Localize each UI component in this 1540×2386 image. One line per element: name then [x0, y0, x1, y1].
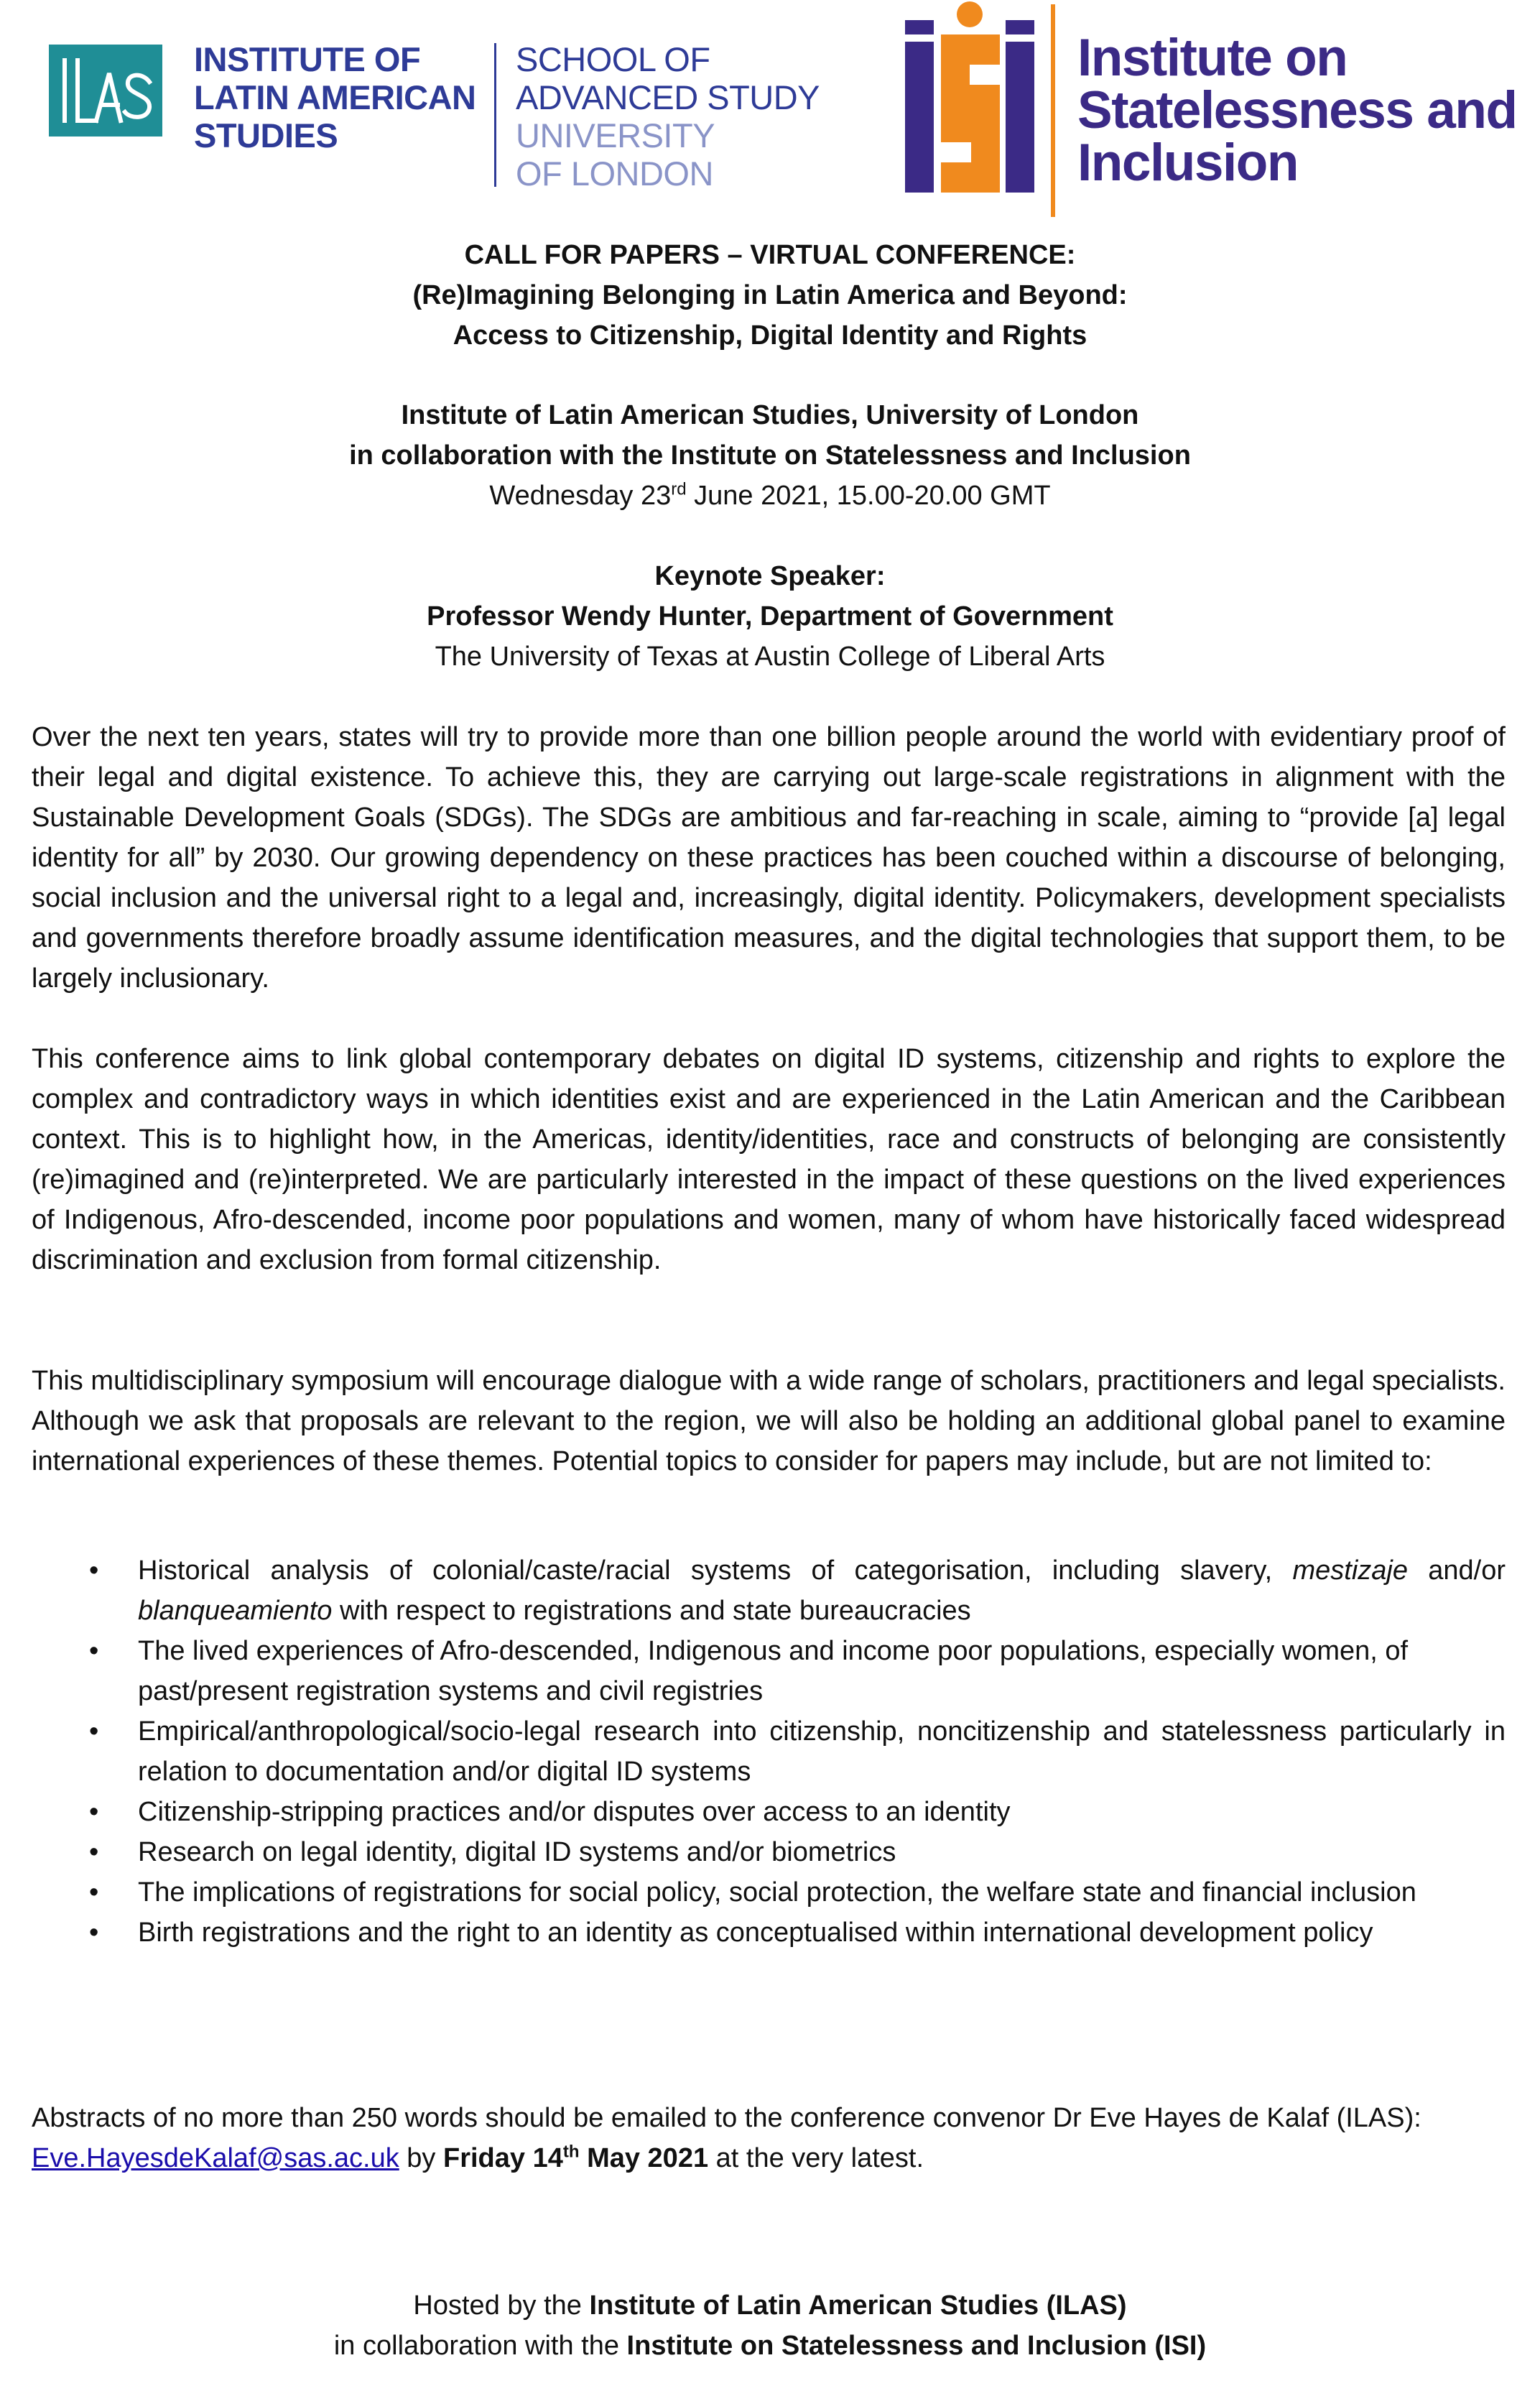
bullet: • [89, 1716, 99, 1747]
sas-logo-wordmark [516, 40, 820, 193]
host-line: in collaboration with the Institute on Statelessness and Inclusion [349, 440, 1191, 471]
keynote-label: Keynote Speaker: [654, 561, 886, 591]
host-block [0, 395, 1540, 516]
aims-paragraph: This conference aims to link global contemporary debates on digital ID systems, citizenship and rights to explore the complex and contradictory ways in which identities exist and are experienced in the Latin American and the Caribbean context. This is to highlight how, in the Americas, identity/identities, race and constructs of belonging are consistently (re)imagined and (re)interpreted. We are particularly interested in the impact of these questions on the lived experiences of Indigenous, Afro-descended, income poor populations and women, many of whom have historically faced widespread discrimination and exclusion from formal citizenship. [32, 1044, 1506, 1275]
bullet: • [89, 1837, 99, 1867]
ilas-logo-mark [49, 45, 162, 137]
sas-name-line: UNIVERSITY [516, 116, 715, 154]
convenor-email-link[interactable]: Eve.HayesdeKalaf@sas.ac.uk [32, 2143, 399, 2173]
keynote-block [0, 556, 1540, 677]
footer [0, 2285, 1540, 2366]
logo-divider [1051, 4, 1055, 217]
bullet: • [89, 1918, 99, 1948]
sas-name-line: OF LONDON [516, 154, 713, 193]
list-item: • Birth registrations and the right to an identity as conceptualised within international development policy [32, 1913, 1506, 1953]
conference-date: Wednesday 23rd June 2021, 15.00-20.00 GMT [489, 479, 1051, 511]
list-item: • Empirical/anthropological/socio-legal research into citizenship, noncitizenship and statelessness particularly in relation to documentation and/or digital ID systems [32, 1711, 1506, 1792]
intro-paragraph: Over the next ten years, states will try to provide more than one billion people around the world with evidentiary proof of their legal and digital existence. To achieve this, they are carrying out large-scale registrations in alignment with the Sustainable Development Goals (SDGs). The SDGs are ambitious and far-reaching in scale, aiming to “provide [a] legal identity for all” by 2030. Our growing dependency on these practices has been couched within a discourse of belonging, social inclusion and the universal right to a legal and, increasingly, digital identity. Policymakers, development specialists and governments therefore broadly assume identification measures, and the digital technologies that support them, to be largely inclusionary. [32, 722, 1506, 994]
host-line: Institute of Latin American Studies, University of London [401, 400, 1139, 430]
bullet: • [89, 1877, 99, 1908]
submission-paragraph: Abstracts of no more than 250 words should be emailed to the conference convenor Dr Eve Hayes de Kalaf (ILAS): Eve.HayesdeKalaf@sas.ac.uk by Friday 14th May 2021 at the very latest. [32, 2103, 1421, 2173]
bullet: • [89, 1636, 99, 1666]
ilas-name-line: STUDIES [194, 116, 338, 154]
submission-deadline: Friday 14th May 2021 [442, 2142, 709, 2173]
list-item: • Historical analysis of colonial/caste/racial systems of categorisation, including slavery, mestizaje and/or blanqueamiento with respect to registrations and state bureaucracies [32, 1550, 1506, 1631]
isi-logo-wordmark [1077, 29, 1537, 192]
footer-line: in collaboration with the Institute on Statelessness and Inclusion (ISI) [333, 2331, 1207, 2361]
conference-title [0, 235, 1540, 356]
ilas-logo-wordmark [194, 40, 481, 154]
bullet: • [89, 1797, 99, 1827]
topics-list [32, 1550, 1506, 1953]
sas-name-line: ADVANCED STUDY [516, 78, 820, 116]
isi-logo-mark [899, 0, 1040, 195]
ilas-name-line: INSTITUTE OF [194, 40, 421, 78]
sas-name-line: SCHOOL OF [516, 40, 710, 78]
bullet: • [89, 1555, 99, 1586]
title-line: CALL FOR PAPERS – VIRTUAL CONFERENCE: [464, 240, 1076, 270]
logo-divider [494, 43, 496, 187]
title-line: Access to Citizenship, Digital Identity and Rights [453, 320, 1087, 351]
keynote-name: Professor Wendy Hunter, Department of Government [427, 601, 1113, 632]
topics-intro-paragraph: This multidisciplinary symposium will encourage dialogue with a wide range of scholars, practitioners and legal specialists. Although we ask that proposals are relevant to the region, we will also be holding an additional global panel to examine international experiences of these themes. Potential topics to consider for papers may include, but are not limited to: [32, 1366, 1506, 1476]
title-line: (Re)Imagining Belonging in Latin America and Beyond: [412, 280, 1128, 310]
ilas-name-line: LATIN AMERICAN [194, 78, 476, 116]
list-item: • Citizenship-stripping practices and/or disputes over access to an identity [32, 1792, 1506, 1832]
isi-name-line: Inclusion [1077, 134, 1298, 192]
footer-line: Hosted by the Institute of Latin American Studies (ILAS) [413, 2290, 1127, 2321]
isi-name-line: Institute on [1077, 29, 1348, 87]
list-item: • The implications of registrations for social policy, social protection, the welfare state and financial inclusion [32, 1872, 1506, 1913]
list-item: • The lived experiences of Afro-descended, Indigenous and income poor populations, especially women, of past/present registration systems and civil registries [32, 1631, 1506, 1711]
isi-name-line: Statelessness and [1077, 81, 1517, 139]
list-item: • Research on legal identity, digital ID systems and/or biometrics [32, 1832, 1506, 1872]
keynote-affiliation: The University of Texas at Austin College of Liberal Arts [435, 642, 1105, 672]
